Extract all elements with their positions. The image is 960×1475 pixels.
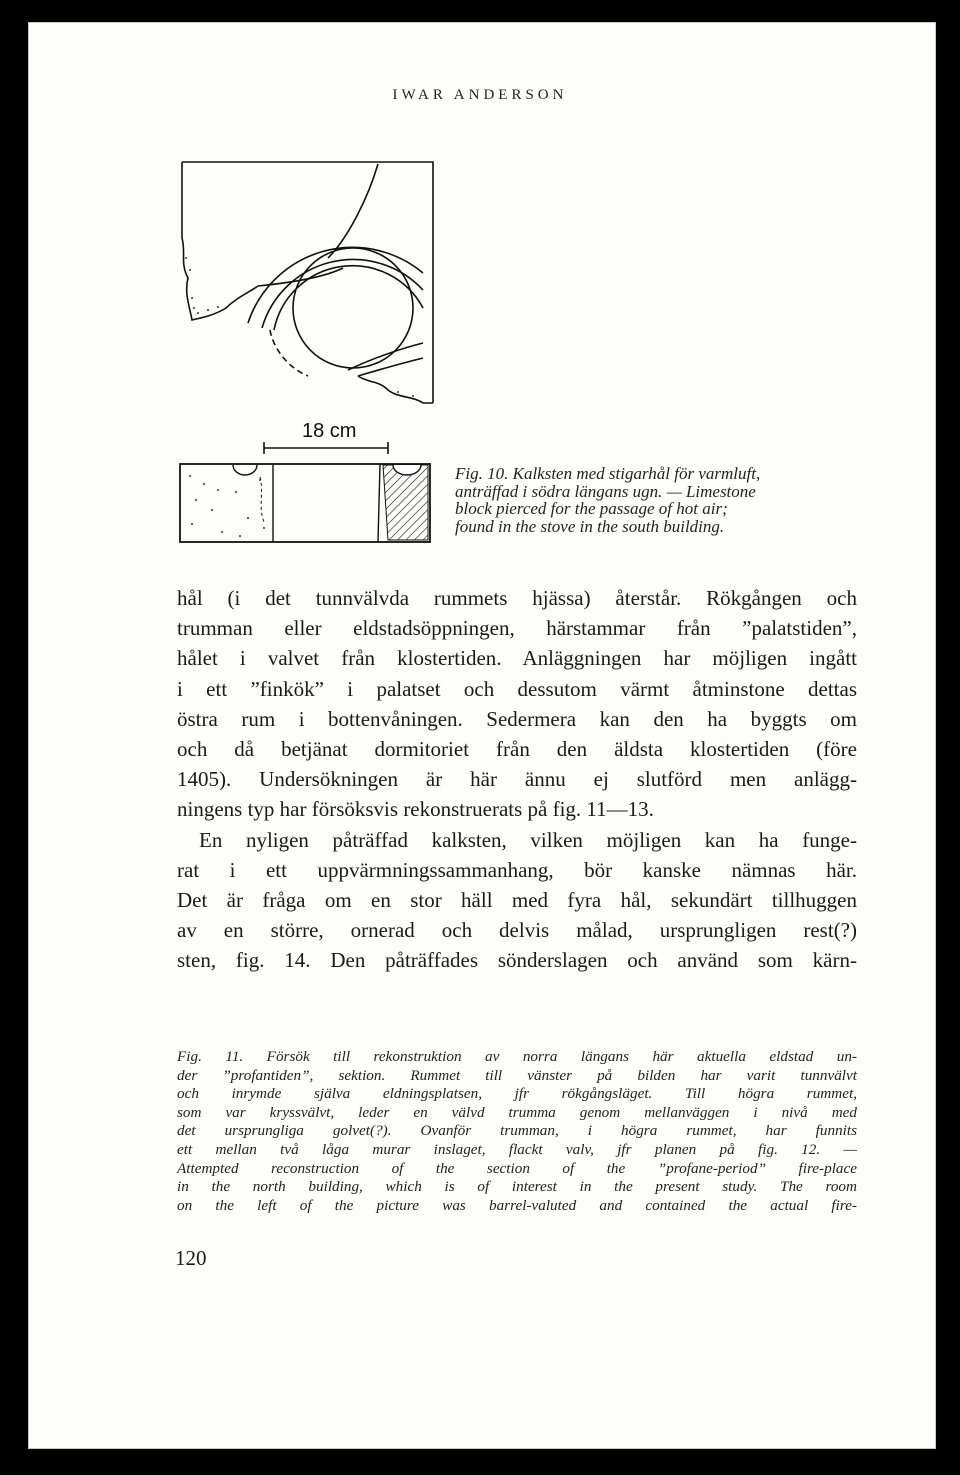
body-line: hål (i det tunnvälvda rummets hjässa) återstår. Rökgången och	[177, 586, 857, 610]
body-line: östra rum i bottenvåningen. Sedermera kan den ha byggts om	[177, 706, 857, 731]
caption-line: on the left of the picture was barrel-valuted and contained the actual fire-	[177, 1196, 857, 1214]
body-line: av en större, ornerad och delvis målad, ursprungligen rest(?)	[177, 918, 857, 943]
caption-line: Fig. 10. Kalksten med stigarhål för varmluft,	[455, 464, 761, 483]
page-number: 120	[175, 1246, 207, 1270]
body-line: sten, fig. 14. Den påträffades sönderslagen och använd som kärn-	[177, 948, 857, 973]
caption-line: som var kryssvälvt, leder en välvd trumma genom mellanväggen i nivå med	[177, 1103, 857, 1121]
figure-11-caption	[177, 1048, 857, 1215]
caption-line: found in the stove in the south building.	[455, 516, 725, 536]
body-line: Det är fråga om en stor häll med fyra hål, sekundärt tillhuggen	[177, 888, 857, 913]
caption-line: ett mellan två låga murar inslaget, flackt valv, jfr planen på fig. 12. —	[177, 1140, 857, 1158]
body-line: hålet i valvet från klostertiden. Anläggningen har möjligen ingått	[177, 646, 857, 671]
figure-10-plan-drawing	[178, 158, 438, 413]
body-line: 1405). Undersökningen är här ännu ej slutförd men anlägg-	[177, 767, 857, 792]
scale-label: 18 cm	[302, 420, 357, 442]
body-line: ningens typ har försöksvis rekonstruerats på fig. 11—13.	[177, 797, 654, 822]
body-line: trumman eller eldstadsöppningen, härstammar från ”palatstiden”,	[177, 616, 857, 641]
body-line: i ett ”finkök” i palatset och dessutom värmt åtminstone dettas	[177, 676, 857, 701]
body-line: En nyligen påträffad kalksten, vilken möjligen kan ha funge-	[199, 827, 857, 852]
body-text	[177, 583, 857, 976]
caption-line: in the north building, which is of interest in the present study. The room	[177, 1178, 857, 1196]
caption-line: der ”profantiden”, sektion. Rummet till vänster på bilden har varit tunnvälvt	[177, 1066, 857, 1084]
caption-line: och inrymde själva eldningsplatsen, jfr rökgångsläget. Till högra rummet,	[177, 1085, 857, 1103]
body-line: rat i ett uppvärmningssammanhang, bör kanske nämnas här.	[177, 857, 857, 882]
caption-line: Fig. 11. Försök till rekonstruktion av norra längans här aktuella eldstad un-	[177, 1048, 857, 1065]
figure-10-caption	[455, 465, 870, 535]
caption-line: det ursprungliga golvet(?). Ovanför trumman, i högra rummet, har funnits	[177, 1122, 857, 1140]
running-head: IWAR ANDERSON	[392, 87, 568, 103]
body-line: och då betjänat dormitoriet från den äldsta klostertiden (före	[177, 737, 857, 762]
figure-10-section-drawing	[178, 462, 433, 544]
caption-line: block pierced for the passage of hot air;	[455, 499, 728, 518]
caption-line: Attempted reconstruction of the section of the ”profane-period” fire-place	[177, 1159, 857, 1177]
caption-line: anträffad i södra längans ugn. — Limestone	[455, 481, 756, 501]
